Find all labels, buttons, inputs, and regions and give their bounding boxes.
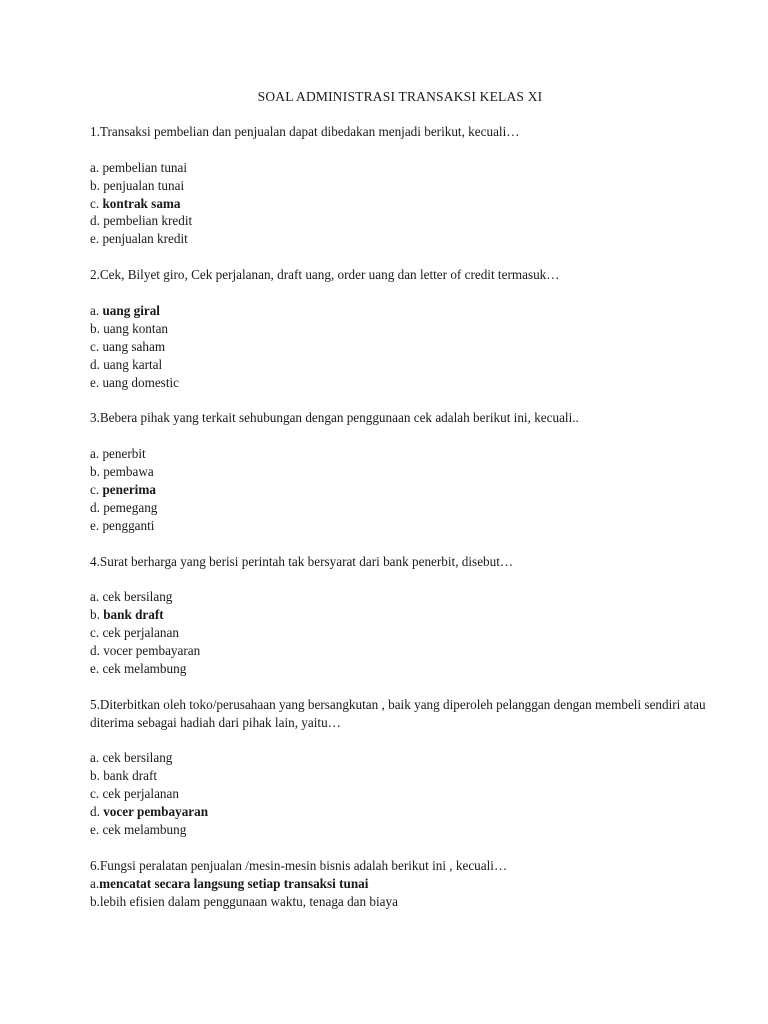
option-letter: a.: [90, 446, 103, 462]
answer-option: [90, 445, 710, 463]
document-title: SOAL ADMINISTRASI TRANSAKSI KELAS XI: [257, 89, 543, 104]
option-text: bank draft: [103, 768, 158, 784]
option-text: penjualan kredit: [102, 231, 188, 247]
option-letter: b.: [90, 607, 104, 623]
option-text: uang domestic: [102, 374, 179, 390]
option-letter: e.: [90, 822, 103, 838]
answer-option: [90, 302, 710, 320]
option-letter: a.: [90, 875, 100, 891]
correct-answer-text: penerima: [102, 481, 156, 497]
option-letter: a.: [90, 589, 103, 605]
option-letter: a.: [90, 302, 103, 318]
correct-answer-text: kontrak sama: [102, 195, 181, 211]
option-letter: c.: [90, 786, 103, 802]
correct-answer-text: vocer pembayaran: [103, 804, 209, 820]
correct-answer-text: uang giral: [102, 302, 160, 318]
option-letter: e.: [90, 374, 103, 390]
answer-options: [90, 749, 710, 839]
question-list: [90, 123, 710, 911]
question-4: [90, 553, 710, 678]
answer-option: [90, 821, 710, 839]
answer-option: [90, 230, 710, 248]
option-text: cek perjalanan: [102, 786, 179, 802]
option-text: penjualan tunai: [103, 177, 185, 193]
answer-option: [90, 624, 710, 642]
answer-option: [90, 463, 710, 481]
question-text: 4.Surat berharga yang berisi perintah tak bersyarat dari bank penerbit, disebut…: [90, 553, 514, 569]
option-text: cek bersilang: [102, 750, 173, 766]
answer-option: [90, 481, 710, 499]
option-letter: c.: [90, 338, 103, 354]
answer-option: [90, 517, 710, 535]
option-text: pembelian tunai: [102, 159, 188, 175]
question-1: [90, 123, 710, 248]
answer-option: [90, 642, 710, 660]
option-letter: d.: [90, 356, 104, 372]
answer-option: [90, 177, 710, 195]
option-letter: b.: [90, 893, 100, 909]
question-text: 3.Bebera pihak yang terkait sehubungan dengan penggunaan cek adalah berikut ini, kecuali..: [90, 410, 579, 426]
option-text: uang kartal: [103, 356, 163, 372]
option-letter: e.: [90, 231, 103, 247]
answer-option: [90, 338, 710, 356]
option-text: lebih efisien dalam penggunaan waktu, tenaga dan biaya: [99, 893, 398, 909]
option-text: uang saham: [102, 338, 166, 354]
question-2: [90, 266, 710, 391]
answer-option: [90, 499, 710, 517]
question-3: [90, 409, 710, 534]
answer-option: [90, 893, 710, 911]
option-letter: b.: [90, 768, 104, 784]
answer-option: [90, 212, 710, 230]
option-letter: d.: [90, 643, 104, 659]
option-text: penerbit: [102, 446, 146, 462]
answer-option: [90, 660, 710, 678]
answer-options: [90, 588, 710, 678]
answer-option: [90, 195, 710, 213]
option-text: cek melambung: [102, 660, 187, 676]
question-5: [90, 696, 710, 839]
option-letter: b.: [90, 464, 104, 480]
document-page: [90, 88, 710, 929]
option-letter: a.: [90, 750, 103, 766]
answer-options: [90, 159, 710, 249]
option-letter: d.: [90, 499, 104, 515]
option-letter: e.: [90, 517, 103, 533]
question-text: 1.Transaksi pembelian dan penjualan dapat dibedakan menjadi berikut, kecuali…: [90, 123, 520, 139]
answer-option: [90, 803, 710, 821]
answer-option: [90, 606, 710, 624]
question-text: 5.Diterbitkan oleh toko/perusahaan yang bersangkutan , baik yang diperoleh pelanggan dengan membeli sendiri atau diterima sebagai hadiah dari pihak lain, yaitu…: [90, 696, 706, 730]
option-letter: b.: [90, 177, 104, 193]
option-text: pemegang: [103, 499, 158, 515]
answer-option: [90, 159, 710, 177]
option-text: uang kontan: [103, 320, 169, 336]
answer-option: [90, 320, 710, 338]
option-text: vocer pembayaran: [103, 643, 201, 659]
answer-option: [90, 767, 710, 785]
option-text: cek melambung: [102, 822, 187, 838]
option-letter: d.: [90, 804, 104, 820]
answer-options: [90, 875, 710, 911]
option-letter: c.: [90, 625, 103, 641]
answer-option: [90, 785, 710, 803]
correct-answer-text: mencatat secara langsung setiap transaksi tunai: [99, 875, 369, 891]
answer-option: [90, 356, 710, 374]
option-text: pengganti: [102, 517, 155, 533]
answer-option: [90, 749, 710, 767]
question-text: 6.Fungsi peralatan penjualan /mesin-mesin bisnis adalah berikut ini , kecuali…: [90, 857, 508, 873]
answer-options: [90, 302, 710, 392]
option-letter: d.: [90, 213, 104, 229]
option-letter: c.: [90, 195, 103, 211]
option-letter: c.: [90, 481, 103, 497]
option-letter: b.: [90, 320, 104, 336]
question-6: [90, 857, 710, 911]
option-text: pembelian kredit: [103, 213, 193, 229]
option-letter: a.: [90, 159, 103, 175]
answer-option: [90, 374, 710, 392]
option-text: cek perjalanan: [102, 625, 179, 641]
option-text: cek bersilang: [102, 589, 173, 605]
option-text: pembawa: [103, 464, 154, 480]
answer-options: [90, 445, 710, 535]
correct-answer-text: bank draft: [103, 607, 164, 623]
option-letter: e.: [90, 660, 103, 676]
answer-option: [90, 588, 710, 606]
question-text: 2.Cek, Bilyet giro, Cek perjalanan, draft uang, order uang dan letter of credit termasuk…: [90, 267, 560, 283]
answer-option: [90, 875, 710, 893]
